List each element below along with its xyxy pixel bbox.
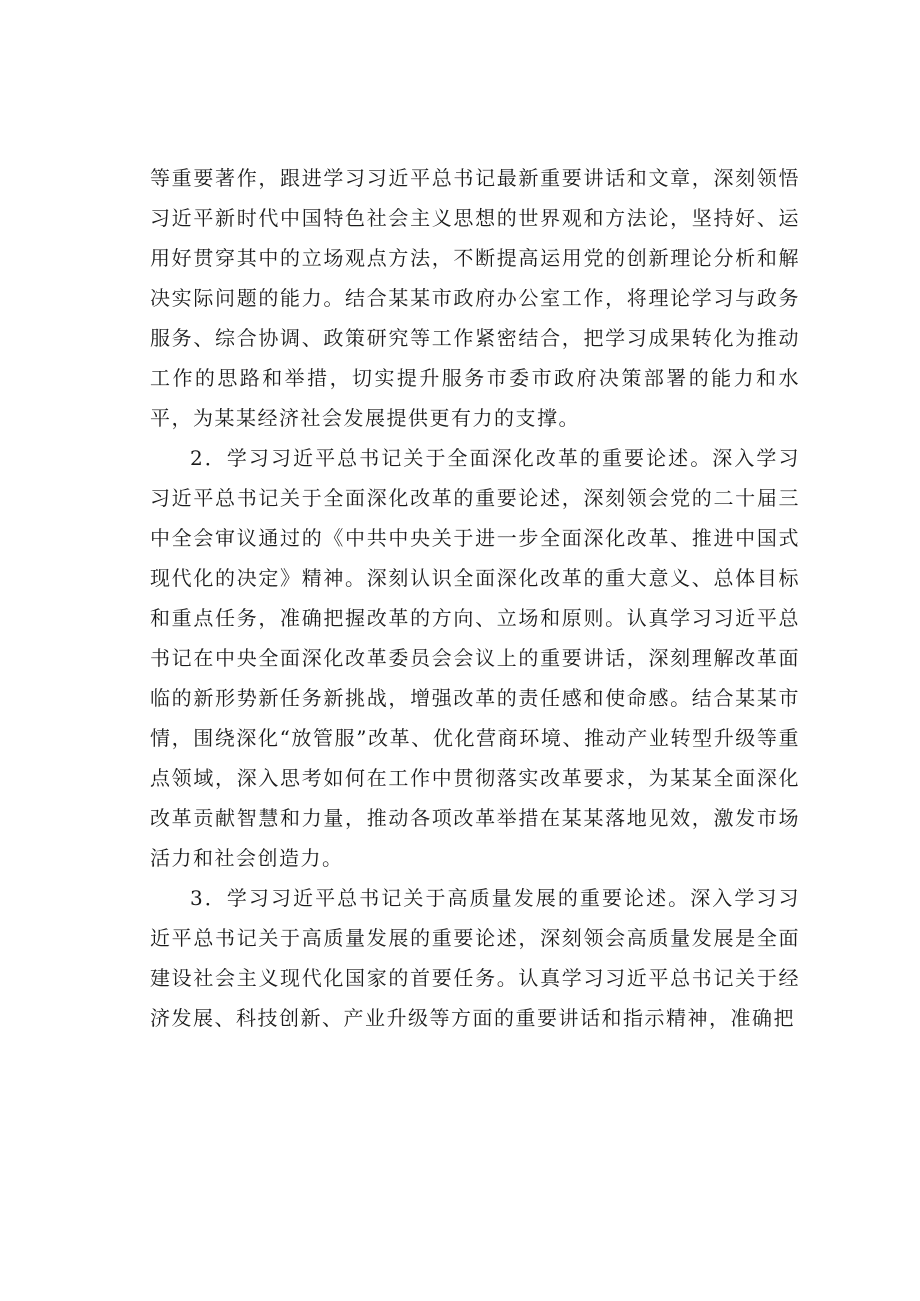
paragraph-continuation: 等重要著作，跟进学习习近平总书记最新重要讲话和文章，深刻领悟习近平新时代中国特色社会主义思想的世界观和方法论，坚持好、运用好贯穿其中的立场观点方法，不断提高运用党的创新理论分析和解决实际问题的能力。结合某某市政府办公室工作，将理论学习与政务服务、综合协调、政策研究等工作紧密结合，把学习成果转化为推动工作的思路和举措，切实提升服务市委市政府决策部署的能力和水平，为某某经济社会发展提供更有力的支撑。 [150, 166, 800, 430]
paragraph-item-3: 3．学习习近平总书记关于高质量发展的重要论述。深入学习习近平总书记关于高质量发展的重要论述，深刻领会高质量发展是全面建设社会主义现代化国家的首要任务。认真学习习近平总书记关于经济发展、科技创新、产业升级等方面的重要讲话和指示精神，准确把 [150, 886, 800, 1030]
document-body [150, 158, 800, 1038]
paragraph-item-2: 2．学习习近平总书记关于全面深化改革的重要论述。深入学习习近平总书记关于全面深化改革的重要论述，深刻领会党的二十届三中全会审议通过的《中共中央关于进一步全面深化改革、推进中国式现代化的决定》精神。深刻认识全面深化改革的重大意义、总体目标和重点任务，准确把握改革的方向、立场和原则。认真学习习近平总书记在中央全面深化改革委员会会议上的重要讲话，深刻理解改革面临的新形势新任务新挑战，增强改革的责任感和使命感。结合某某市情，围绕深化“放管服”改革、优化营商环境、推动产业转型升级等重点领域，深入思考如何在工作中贯彻落实改革要求，为某某全面深化改革贡献智慧和力量，推动各项改革举措在某某落地见效，激发市场活力和社会创造力。 [150, 446, 800, 870]
